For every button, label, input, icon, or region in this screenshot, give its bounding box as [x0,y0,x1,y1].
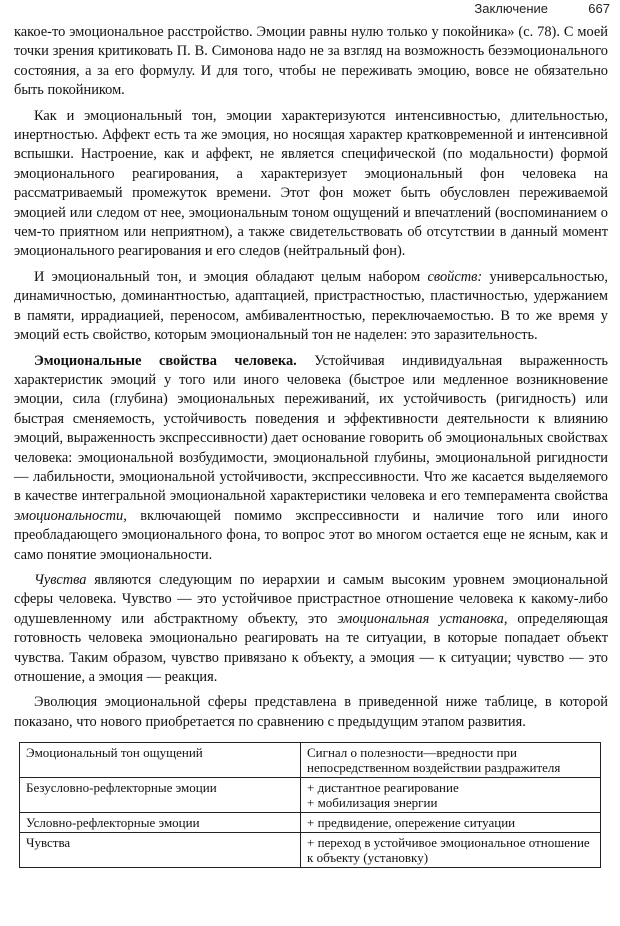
emphasis-term: эмоциональная установка, [337,610,508,627]
table-row [20,833,601,868]
paragraph-emotion-characteristics [14,107,608,262]
cell-line: + дистантное реагирование [307,780,459,795]
emphasis-term: свойств: [427,268,483,285]
cell-line: Сигнал о полезности—вредности при непосредственном воздействии раздражителя [307,745,561,775]
cell-line: + предвидение, опережение ситуации [307,815,516,830]
table-row [20,778,601,813]
paragraph-text: определяющая готовность человека эмоционально реагировать на те ситуации, в которые попадает объект чувства. Таким образом, чувство привязано к объекту, а эмоция — к ситуации; чувство — это отношение, а эмоция — реакция. [14,610,608,685]
table-row [20,813,601,833]
paragraph-text: Как и эмоциональный тон, эмоции характеризуются интенсивностью, длительностью, инертностью. Аффект есть та же эмоция, но носящая характер кратковременной и интенсивной вспышки. Настроение, как и аффект, не является специфической (по модальности) формой эмоционального реагирования, а характеризует эмоциональный фон человека на рассматриваемый промежуток времени. Этот фон может быть обусловлен переживаемой эмоцией или следом от нее, эмоциональным тоном ощущений и впечатлений (воспоминанием о чем-то приятном или неприятном), а также свидетельствовать об отсутствии в данный момент эмоционального реагирования и его следов (нейтральный фон). [14,107,608,260]
table-cell-stage: Эмоциональный тон ощущений [20,743,301,778]
paragraph-text: Устойчивая индивидуальная выраженность характеристик эмоций у того или иного человека (быстрое или медленное возникновение эмоции, сила (глубина) эмоциональных переживаний, их устойчивость (ригидность) или быстрая сменяемость, устойчивость поведения и эффективности деятельности к влиянию эмоций, выраженность экспрессивности) дает основание говорить об эмоциональных свойствах человека: эмоциональной возбудимости, эмоциональной глубины, эмоциональной ригидности — лабильности, эмоциональной устойчивости, экспрессивности. Что же касается выделяемого в качестве интегральной эмоциональной характеристики человека и его темперамента свойства [14,352,608,505]
paragraph-continuation [14,23,608,101]
paragraph-text: И эмоциональный тон, и эмоция обладают целым набором [34,268,428,285]
paragraph-text: Эволюция эмоциональной сферы представлена в приведенной ниже таблице, в которой показано, что нового приобретается по сравнению с предыдущим этапом развития. [14,694,608,730]
paragraph-evolution-intro [14,693,608,732]
table-row [20,743,601,778]
emphasis-term: эмоциональности, [14,507,127,524]
table-cell-acquisition [301,778,601,813]
paragraph-emotion-properties [14,268,608,346]
paragraph-personal-emotional-properties [14,352,608,565]
cell-line: + переход в устойчивое эмоциональное отношение к объекту (установку) [307,835,590,865]
page-header [0,0,620,20]
table-cell-stage: Безусловно-рефлекторные эмоции [20,778,301,813]
paragraph-feelings [14,571,608,687]
paragraph-text: включающей помимо экспрессивности и наличие того или иного преобладающего эмоционального фона, то вопрос этот во многом остается еще не ясным, как и само понятие эмоциональности. [14,507,608,563]
running-title: Заключение [474,1,548,16]
paragraph-text: универсальностью, динамичностью, доминантностью, адаптацией, пристрастностью, пластичностью, удержанием в памяти, иррадиацией, переносом, амбивалентностью, переключаемостью. В то же время у эмоций есть свойство, которым эмоциональный тон не наделен: это заразительность. [14,268,608,344]
page-body [14,23,608,738]
table-cell-acquisition [301,743,601,778]
table-cell-stage: Чувства [20,833,301,868]
paragraph-text: являются следующим по иерархии и самым высоким уровнем эмоциональной сферы человека. Чувство — это устойчивое пристрастное отношение человека к какому-либо одушевленному или абстрактному объекту, это [14,571,608,627]
table-cell-acquisition [301,813,601,833]
run-in-heading: Эмоциональные свойства человека. [34,352,297,369]
table-cell-acquisition [301,833,601,868]
table-cell-stage: Условно-рефлекторные эмоции [20,813,301,833]
cell-line: + мобилизация энергии [307,795,438,810]
evolution-table [19,742,601,868]
paragraph-text: какое-то эмоциональное расстройство. Эмоции равны нулю только у покойника» (с. 78). С моей точки зрения критиковать П. В. Симонова надо не за взгляд на возможность безэмоционального состояния, а за его формулу. И для того, чтобы не переживать эмоцию, вовсе не обязательно быть покойником. [14,24,608,99]
emphasis-term: Чувства [34,571,87,588]
page-number: 667 [588,1,610,16]
